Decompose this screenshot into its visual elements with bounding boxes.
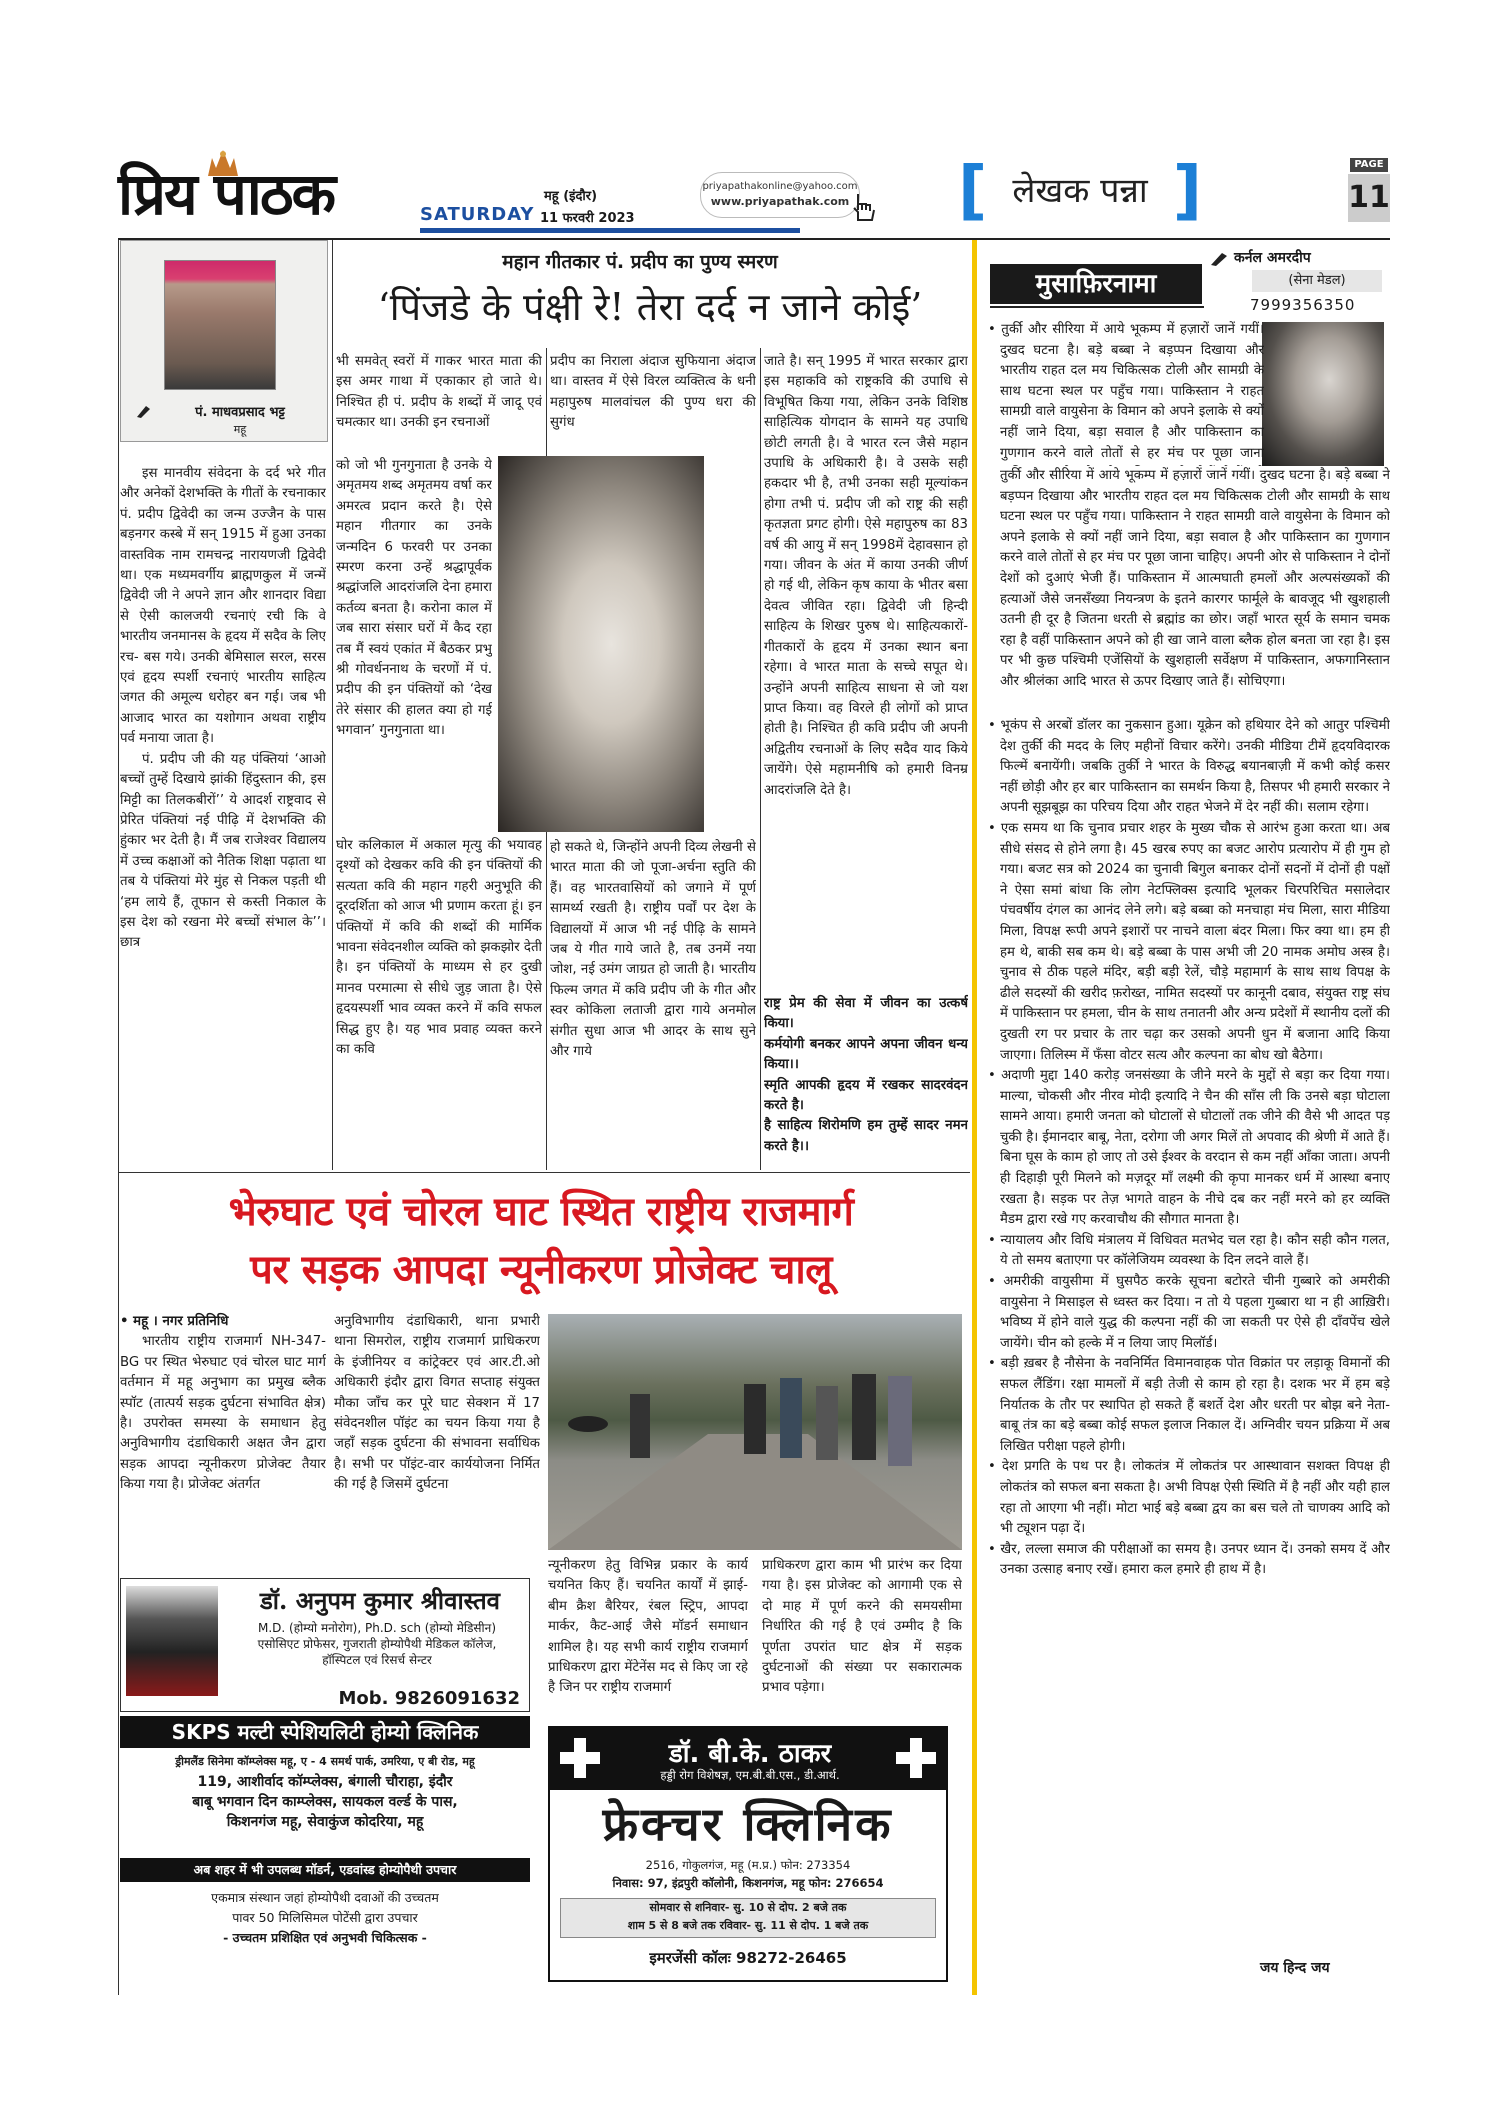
column-item: • एक समय था कि चुनाव प्रचार शहर के मुख्य चौक से आरंभ हुआ करता था। अब सीधे संसद से होने लगा है। 45 खरब रुपए का बजट आरोप प्रत्यारोप में ही गुम हो गया। बजट सत्र को 2024 का चुनावी बिगुल बनाकर दोनों सदनों में दोनों ही पक्षों ने ऐसा समां बांधा कि लोग नेटफ्लिक्स इत्यादि भूलकर चिरपरिचित मसालेदार पंचवर्षीय दंगल का आनंद लेने लगे। बड़े बब्बा को मनचाहा मंच मिला, सारा मीडिया मिला, विपक्ष रूपी अपने इशारों पर नाचने वाला बंदर मिला। फिर क्या था। हम ही हम थे, बाकी सब कम थे। बड़े बब्बा के पास अभी जी 20 नामक अमोघ अस्त्र है। चुनाव से ठीक पहले मंदिर, बड़ी बड़ी रेलें, चौड़े महामार्ग के साथ साथ विपक्ष के ढीले सदस्यों की खरीद फ़रोख्त, नामित सदस्यों पर कानूनी दबाव, संयुक्त राष्ट्र संघ में पाकिस्तान पर हमला, चीन के साथ तनातनी और अन्य प्रदेशों में स्थानीय दलों की दुखती रग पर प्रचार के तार चढ़ा कर उसको अपनी धुन में बजाना आदि किया जाएगा। तिलिस्म में फँसा वोटर सत्य और कल्पना का बोध खो बैठेगा। xyxy=(988,820,1390,1063)
emergency-phone[interactable]: इमरजेंसी कॉलः 98272-26465 xyxy=(649,1949,847,1967)
clinic-addresses xyxy=(120,1752,530,1832)
bracket-left-icon: [ xyxy=(958,154,988,228)
fracture-doctor-specialty: हड्डी रोग विशेषज्ञ, एम.बी.बी.एस., डी.आर्थ. xyxy=(660,1768,840,1782)
fracture-clinic-name: फ्रेक्चर क्लिनिक xyxy=(602,1797,894,1851)
hours-line: सोमवार से शनिवार- सु. 10 से दोप. 2 बजे तक xyxy=(649,1901,847,1914)
masthead-logo: प्रिय पाठक xyxy=(118,160,335,228)
contact-box xyxy=(700,172,860,218)
masthead-rule xyxy=(420,228,800,233)
article-column-2-mid: को जो भी गुनगुनाता है उनके ये अमृतमय शब्द अमृतमय वर्षा कर अमरत्व प्रदान करते है। ऐसे महान गीतगार का उनके जन्मदिन 6 फरवरी पर उनका स्मरण करना उन्हें श्रद्धापूर्वक श्रद्धांजलि आदरांजलि देना हमारा कर्तव्य बनता है। करोना काल में जब सारा संसार घरों में कैद रहा तब मैं स्वयं एकांत में बैठकर प्रभु श्री गोवर्धननाथ के चरणों में पं. प्रदीप की इन पंक्तियों को ‘देख तेरे संसार की हालत क्या हो गई भगवान’ गुनगुनाता था। xyxy=(336,458,492,739)
section-title xyxy=(958,154,1202,228)
column-rule xyxy=(760,348,761,1170)
highway-headline-line-1: भेरुघाट एवं चोरल घाट स्थित राष्ट्रीय राजमार्ग xyxy=(228,1189,854,1235)
fracture-clinic-hours xyxy=(560,1898,936,1938)
column-item: • भूकंप से अरबों डॉलर का नुकसान हुआ। यूक्रेन को हथियार देने को आतुर पश्चिमी देश तुर्की की मदद के लिए महीनों विचार करेंगे। उनकी मीडिया टीमें हृदयविदारक फिल्में बनायेंगी। जबकि तुर्की ने भारत के विरुद्ध बयानबाज़ी में कभी कोई कसर नहीं छोड़ी और हर बार पाकिस्तान का समर्थन किया है, तिसपर भी हमारी सरकार ने अपनी सूझबूझ का परिचय दिया और राहत भेजने में देर नहीं की। सलाम रहेगा। xyxy=(988,718,1390,816)
section-title-text: लेखक पन्ना xyxy=(1012,171,1148,211)
column-item: • देश प्रगति के पथ पर है। लोकतंत्र में लोकतंत्र पर आस्थावान सशक्त विपक्ष ही लोकतंत्र को सफल बना सकता है। अभी विपक्ष ऐसी स्थिति में है नहीं और यही हाल रहा तो आएगा भी नहीं। मोटा भाई बड़े बब्बा द्वय का बस चले तो चाणक्य आदि को भी ट्यूशन पढ़ा दें। xyxy=(988,1459,1390,1537)
road-scene-icon xyxy=(548,1314,962,1550)
position: एसोसिएट प्रोफेसर, गुजराती होम्योपैथी मेडिकल कॉलेज, हॉस्पिटल एवं रिसर्च सेन्टर xyxy=(257,1637,497,1667)
doctor-photo xyxy=(126,1586,218,1696)
column-item: • खैर, लल्ला समाज की परीक्षाओं का समय है। उनपर ध्यान दें। उनको समय दें और उनका उत्साह बनाए रखें। हमारा कल हमारे ही हाथ में है। xyxy=(988,1541,1390,1578)
address-line: किशनगंज महू, सेवाकुंज कोदरिया, महू xyxy=(226,1814,424,1830)
page-label: PAGE xyxy=(1350,158,1388,172)
clinic-tagline-banner: अब शहर में भी उपलब्ध मॉडर्न, एडवांस्ड होम्योपैथी उपचार xyxy=(120,1858,530,1882)
column-divider-yellow xyxy=(972,240,977,1995)
article-headline: ‘पिंजडे के पंक्षी रे! तेरा दर्द न जाने कोई’ xyxy=(377,285,923,329)
column-item: • तुर्की और सीरिया में आये भूकम्प में हज़ारों जानें गयीं। दुखद घटना है। बड़े बब्बा ने बड़प्पन दिखाया और भारतीय राहत दल मय चिकित्सक टोली और सामग्री के साथ घटना स्थल पर पहुँच गया। पाकिस्तान ने राहत सामग्री वाले वायुसेना के विमान को अपने इलाके से क्यों नहीं जाने दिया, बड़ा सवाल है और पाकिस्तान का गुणगान करने वाले तोतों से हर मंच पर पूछा जाना xyxy=(988,322,1264,461)
article-kicker: महान गीतकार पं. प्रदीप का पुण्य स्मरण xyxy=(502,251,778,273)
verse-line: स्मृति आपकी हृदय में रखकर सादरवंदन करते है। xyxy=(764,1077,968,1114)
paragraph: भारतीय राष्ट्रीय राजमार्ग NH-347-BG पर स्थित भेरुघाट एवं चोरल घाट मार्ग वर्तमान में महू अनुभाग का प्रमुख ब्लैक स्पॉट (तात्पर्य सड़क दुर्घटना संभावित क्षेत्र) है। उपरोक्त समस्या के समाधान हेतु अनुविभागीय दंडाधिकारी अक्षत जैन द्वारा सड़क आपदा न्यूनीकरण प्रोजेक्ट तैयार किया गया है। प्रोजेक्ट अंतर्गत xyxy=(120,1334,326,1493)
page-border-left xyxy=(118,240,119,1995)
column-author-phone[interactable]: 7999356350 xyxy=(1250,296,1356,314)
column-bullet-list xyxy=(986,716,1390,1581)
fracture-clinic-address xyxy=(550,1856,946,1892)
article-column-2-bottom: घोर कलिकाल में अकाल मृत्यु की भयावह दृश्यों को देखकर कवि की इन पंक्तियों की सत्यता कवि की महान गहरी अनुभूति की दूरदर्शिता को आज भी प्रणाम करता हूं। इन पंक्तियों में कवि की शब्दों की मार्मिक भावना संवेदनशील व्यक्ति को झकझोर देती है। इन पंक्तियों के माध्यम से हर दुखी मानव परमात्मा से सीधे जुड़ जाता है। ऐसे हृदयस्पर्शी भाव व्यक्त करने में कवि सफल सिद्ध हुए है। यह भाव प्रवाह व्यक्त करने का कवि xyxy=(336,838,542,1058)
article-column-3-top: प्रदीप का निराला अंदाज सुफियाना अंदाज था। वास्तव में ऐसे विरल व्यक्तित्व के धनी महापुरुष मालवांचल की पुण्य धरा की सुगंध xyxy=(550,354,756,431)
verse-line: राष्ट्र प्रेम की सेवा में जीवन का उत्कर्ष किया। xyxy=(764,996,968,1032)
address-line: ड्रीमलैंड सिनेमा कॉम्प्लेक्स महू, ए - 4 समर्थ पार्क, उमरिया, ए बी रोड, महू xyxy=(175,1755,475,1768)
pointer-hand-icon xyxy=(850,190,880,224)
highway-column-1 xyxy=(120,1312,326,1570)
column-author-rank: (सेना मेडल) xyxy=(1252,270,1382,292)
highway-column-3: न्यूनीकरण हेतु विभिन्न प्रकार के कार्य चयनित किए हैं। चयनित कार्यों में झाई-बीम क्रैश बैरियर, रंबल स्ट्रिप, आपदा मार्कर, कैट-आई जैसे मॉडर्न समाधान शामिल है। यह सभी कार्य राष्ट्रीय राजमार्ग प्राधिकरण द्वारा मेंटेनेंस मद से किए जा रहे है जिन पर राष्ट्रीय राजमार्ग xyxy=(548,1558,748,1696)
article-column-2-top: भी समवेत् स्वरों में गाकर भारत माता की इस अमर गाथा में एकाकार हो जाते थे। निश्चित ही पं. प्रदीप के शब्दों में जादू एवं चमत्कार था। उनकी इन रचनाओं xyxy=(336,354,542,431)
paragraph: पं. प्रदीप जी की यह पंक्तियां ‘आओ बच्चों तुम्हें दिखाये झांकी हिंदुस्तान की, इस मिट्टी का तिलकबीरों’’ ये आदर्श राष्ट्रवाद से प्रेरित पंक्तियां नई पीढ़ि में देशभक्ति की हुंकार भर देती है। मैं जब राजेश्वर विद्यालय में उच्च कक्षाओं को नैतिक शिक्षा पढ़ाता था तब ये पंक्तियां मेरे मुंह से निकल पड़ती थी ‘हम लाये हैं, तूफान से कस्ती निकाल के इस देश को रखना मेरे बच्चों संभाल के’’। छात्र xyxy=(120,751,326,951)
article-column-1 xyxy=(120,464,326,1164)
column-author: कर्नल अमरदीप xyxy=(1234,250,1311,266)
degrees: M.D. (होम्यो मनोरोग), Ph.D. sch (होम्यो मेडिसीन) xyxy=(257,1621,496,1635)
page-number: 11 xyxy=(1348,174,1390,222)
column-item: • अमरीकी वायुसीमा में घुसपैठ करके सूचना बटोरते चीनी गुब्बारे को अमरीकी वायुसेना ने मिसाइल से ध्वस्त कर दिया। न तो ये पहला गुब्बारा था न ही आख़िरी। भविष्य में होने वाले युद्ध की कल्पना नहीं की जा सकती पर ऐसे ही दाँवपेंच खेले जायेंगे। चीन को हल्के में न लिया जाए मिलॉर्ड। xyxy=(988,1274,1390,1351)
section-rule xyxy=(118,1172,970,1173)
clinic-name-banner: SKPS मल्टी स्पेशियलिटी होम्यो क्लिनिक xyxy=(120,1716,530,1748)
clinic-footer xyxy=(120,1888,530,1948)
fracture-doctor-name: डॉ. बी.के. ठाकर xyxy=(668,1739,832,1769)
masthead-date: 11 फरवरी 2023 xyxy=(540,211,635,226)
column-signoff: जय हिन्द जय xyxy=(1260,1960,1330,1976)
column-item: • बड़ी ख़बर है नौसेना के नवनिर्मित विमानवाहक पोत विक्रांत पर लड़ाकू विमानों की सफल लैंडिंग। रक्षा मामलों में बड़ी तेजी से काम हो रहा है। दशक भर में हम बड़े निर्यातक के तौर पर स्थापित हो सकते हैं बशर्ते देश और धरती पर बोझ बने नेता-बाबू तंत्र का बड़े बब्बा कोई सफल इलाज निकाल दें। अग्निवीर चयन प्रक्रिया में अब लिखित परीक्षा पहले होगी। xyxy=(988,1356,1390,1454)
address-line: निवास: 97, इंद्रपुरी कॉलोनी, किशनगंज, महू फोन: 276654 xyxy=(612,1876,884,1890)
article-closing-verse xyxy=(764,994,968,1170)
paragraph: इस मानवीय संवेदना के दर्द भरे गीत और अनेकों देशभक्ति के गीतों के रचनाकार पं. प्रदीप द्विवेदी का जन्म उज्जैन के पास बड़नगर कस्बे में सन् 1915 में हुआ उनका वास्तविक नाम रामचन्द्र नारायणजी द्विवेदी था। एक मध्यमवर्गीय ब्राह्मणकुल में जन्में द्विवेदी जी ने अपने ज्ञान और शानदार विद्या से ऐसी कालजयी रचनाएं रची कि वे भारतीय जनमानस के हृदय में सदैव के लिए रच- बस गये। उनकी बेमिसाल सरल, सरस एवं हृदय स्पर्शी रचनाएं भारतीय साहित्य जगत की अमूल्य धरोहर बन गई। जब भी आजाद भारत का यशोगान अथवा राष्ट्रीय पर्व मनाया जाता है। xyxy=(120,466,326,747)
column-rule xyxy=(332,240,333,1170)
highway-inspection-photo xyxy=(548,1314,962,1550)
verse-line: है साहित्य शिरोमणि हम तुम्हें सादर नमन करते है।। xyxy=(764,1118,968,1154)
author-city: महू xyxy=(233,423,247,436)
doctor-mobile[interactable]: Mob. 9826091632 xyxy=(338,1688,520,1709)
bracket-right-icon: ] xyxy=(1172,154,1202,228)
poet-photo xyxy=(498,456,704,832)
highway-headline-line-2: पर सड़क आपदा न्यूनीकरण प्रोजेक्ट चालू xyxy=(250,1247,832,1293)
column-bullet-list xyxy=(986,320,1390,466)
masthead-location: महू (इंदौर) xyxy=(544,189,598,204)
pen-icon xyxy=(1210,250,1230,266)
doctor-name: डॉ. अनुपम कुमार श्रीवास्तव xyxy=(259,1586,501,1615)
contact-email[interactable]: priyapathakonline@yahoo.com xyxy=(702,181,858,192)
footer-line: पावर 50 मिलिसिमल पोटेंसी द्वारा उपचार xyxy=(232,1910,418,1925)
medical-cross-icon xyxy=(560,1738,600,1778)
address-line: बाबू भगवान दिन काम्प्लेक्स, सायकल वर्ल्ड के पास, xyxy=(192,1794,458,1810)
byline: • महू । नगर प्रतिनिधि xyxy=(120,1314,229,1329)
doctor-qualification xyxy=(222,1620,532,1668)
masthead-day: SATURDAY xyxy=(420,204,535,225)
banner-rule xyxy=(990,306,1204,308)
column-banner: मुसाफ़िरनामा xyxy=(990,264,1202,304)
medical-cross-icon xyxy=(896,1738,936,1778)
footer-line: एकमात्र संस्थान जहां होम्योपैथी दवाओं की उच्चतम xyxy=(211,1890,439,1905)
footer-line: - उच्चतम प्रशिक्षित एवं अनुभवी चिकित्सक - xyxy=(223,1930,427,1945)
address-line: 119, आशीर्वाद कॉम्प्लेक्स, बंगाली चौराहा, इंदौर xyxy=(197,1774,453,1790)
contact-website[interactable]: www.priyapathak.com xyxy=(710,195,850,208)
column-body-continued xyxy=(986,466,1390,1956)
author-photo xyxy=(164,260,276,390)
author-name: पं. माधवप्रसाद भट्ट xyxy=(195,405,285,420)
column-item: • अदाणी मुद्दा 140 करोड़ जनसंख्या के जीने मरने के मुद्दों से बड़ा कर दिया गया। माल्या, चोकसी और नीरव मोदी इत्यादि ने चैन की साँस ली कि उनसे बड़ा घोटाला सामने आया। हमारी जनता को घोटालों से घोटालों तक जीने की वैसे भी आदत पड़ चुकी है। ईमानदार बाबू, नेता, दरोगा जी अगर मिलें तो अपवाद की श्रेणी में आते हैं। बिना घूस के काम हो जाए तो उसे ईश्वर के वरदान से कम नहीं आँका जाता। अपनी ही दिहाड़ी पूरी मिलने को मज़दूर माँ लक्ष्मी की कृपा मानकर धर्म में आस्था बनाए रखता है। सड़क पर तेज़ भागते वाहन के नीचे दब कर नहीं मरने को हर व्यक्ति मैडम द्वारा रखे गए करवाचौथ की सौगात मानता है। xyxy=(988,1068,1390,1228)
highway-column-2: अनुविभागीय दंडाधिकारी, थाना प्रभारी थाना सिमरोल, राष्ट्रीय राजमार्ग प्राधिकरण के इंजीनियर व कांट्रेक्टर एवं आर.टी.ओ अधिकारी इंदौर द्वारा विगत सप्ताह संयुक्त मौका जाँच कर पूरे घाट सेक्शन में 17 संवेदनशील पॉइंट का चयन किया गया है जहाँ सड़क दुर्घटना की संभावना सर्वाधिक है। सभी पर पॉइंट-वार कार्ययोजना निर्मित की गई है जिसमें दुर्घटना xyxy=(334,1314,540,1493)
address-line: 2516, गोकुलगंज, महू (म.प्र.) फोन: 273354 xyxy=(645,1858,851,1872)
column-item: • न्यायालय और विधि मंत्रालय में विधिवत मतभेद चल रहा है। कौन सही कौन गलत, ये तो समय बताएगा पर कॉलेजियम व्यवस्था के दिन लदने वाले हैं। xyxy=(988,1232,1390,1269)
verse-line: कर्मयोगी बनकर आपने अपना जीवन धन्य किया।। xyxy=(764,1036,968,1073)
column-item-continued: तुर्की और सीरिया में आये भूकम्प में हज़ारों जानें गयीं। दुखद घटना है। बड़े बब्बा ने बड़प्पन दिखाया और भारतीय राहत दल मय चिकित्सक टोली और सामग्री के साथ घटना स्थल पर पहुँच गया। पाकिस्तान ने राहत सामग्री वाले वायुसेना के विमान को अपने इलाके से क्यों नहीं जाने दिया, बड़ा सवाल है और पाकिस्तान का गुणगान करने वाले तोतों से हर मंच पर पूछा जाना चाहिए। अपनी ओर से पाकिस्तान ने दोनों देशों को दुआएं भेजी हैं। पाकिस्तान में आत्मघाती हमलों और अल्पसंख्यकों की हत्याओं जैसे जनसँख्या नियन्त्रण के इतने कारगर फार्मूले के बावजूद भी खुशहाली उतनी ही दूर है जितना धरती से ब्रह्मांड का छोर। जहाँ भारत सूर्य के समान चमक रहा है वहीं पाकिस्तान अपने को ही खा जाने वाला ब्लैक होल बनता जा रहा है। इस पर भी कुछ पश्चिमी एजेंसियों के खुशहाली सर्वेक्षण में पाकिस्तान, अफगानिस्तान और श्रीलंका आदि भारत से ऊपर दिखाए जाते हैं। सोचिएगा। xyxy=(1000,468,1390,689)
highway-column-4: प्राधिकरण द्वारा काम भी प्रारंभ कर दिया गया है। इस प्रोजेक्ट को आगामी एक से दो माह में पूर्ण करने की समयसीमा निर्धारित की गई है एवं उम्मीद है कि पूर्णता उपरांत घाट क्षेत्र में सड़क दुर्घटनाओं की संख्या पर सकारात्मक प्रभाव पड़ेगा। xyxy=(762,1558,962,1696)
article-column-3-bottom: हो सकते थे, जिन्होंने अपनी दिव्य लेखनी से भारत माता की जो पूजा-अर्चना स्तुति की हैं। वह भारतवासियों को जगाने में पूर्ण सामर्थ्य रखती है। राष्ट्रीय पर्वों पर देश के विद्यालयों में आज भी नई पीढ़ि के सामने जब ये गीत गाये जाते है, तब उनमें नया जोश, नई उमंग जाग्रत हो जाती है। भारतीय फिल्म जगत में कवि प्रदीप जी के गीत और स्वर कोकिला लताजी द्वारा गाये अनमोल संगीत सुधा आज भी आदर के साथ सुने और गाये xyxy=(550,840,756,1060)
article-column-4: जाते है। सन् 1995 में भारत सरकार द्वारा इस महाकवि को राष्ट्रकवि की उपाधि से विभूषित किया गया, लेकिन उनके विशिष्ठ साहित्यिक योगदान के सामने यह उपाधि छोटी लगती है। वे भारत रत्न जैसे महान उपाधि के अधिकारी है। वे उसके सही हकदार भी है, तभी उनका सही मूल्यांकन होगा तभी पं. प्रदीप जी को राष्ट्र की सही कृतज्ञता प्रगट होगी। ऐसे महापुरुष का 83 वर्ष की आयु में सन् 1998में देहावसान हो गया। जीवन के अंत में काया उनकी जीर्ण हो गई थी, लेकिन कृष काया के भीतर बसा देवत्व जीवित रहा। द्विवेदी जी हिन्दी साहित्य के शिखर पुरुष थे। साहित्यकारों- गीतकारों के हृदय में उनका स्थान बना रहेगा। वे भारत माता के सच्चे सपूत थे। उन्होंने अपनी साहित्य साधना से जो यश प्राप्त किया। वह विरले ही लोगों को प्राप्त होती है। निश्चित ही कवि प्रदीप जी अपनी अद्वितीय रचनाओं के लिए सदैव याद किये जायेंगे। ऐसे महामनीषि को हमारी विनम्र आदरांजलि देते है। xyxy=(764,354,968,798)
hours-line: शाम 5 से 8 बजे तक रविवार- सु. 11 से दोप. 1 बजे तक xyxy=(627,1919,869,1932)
